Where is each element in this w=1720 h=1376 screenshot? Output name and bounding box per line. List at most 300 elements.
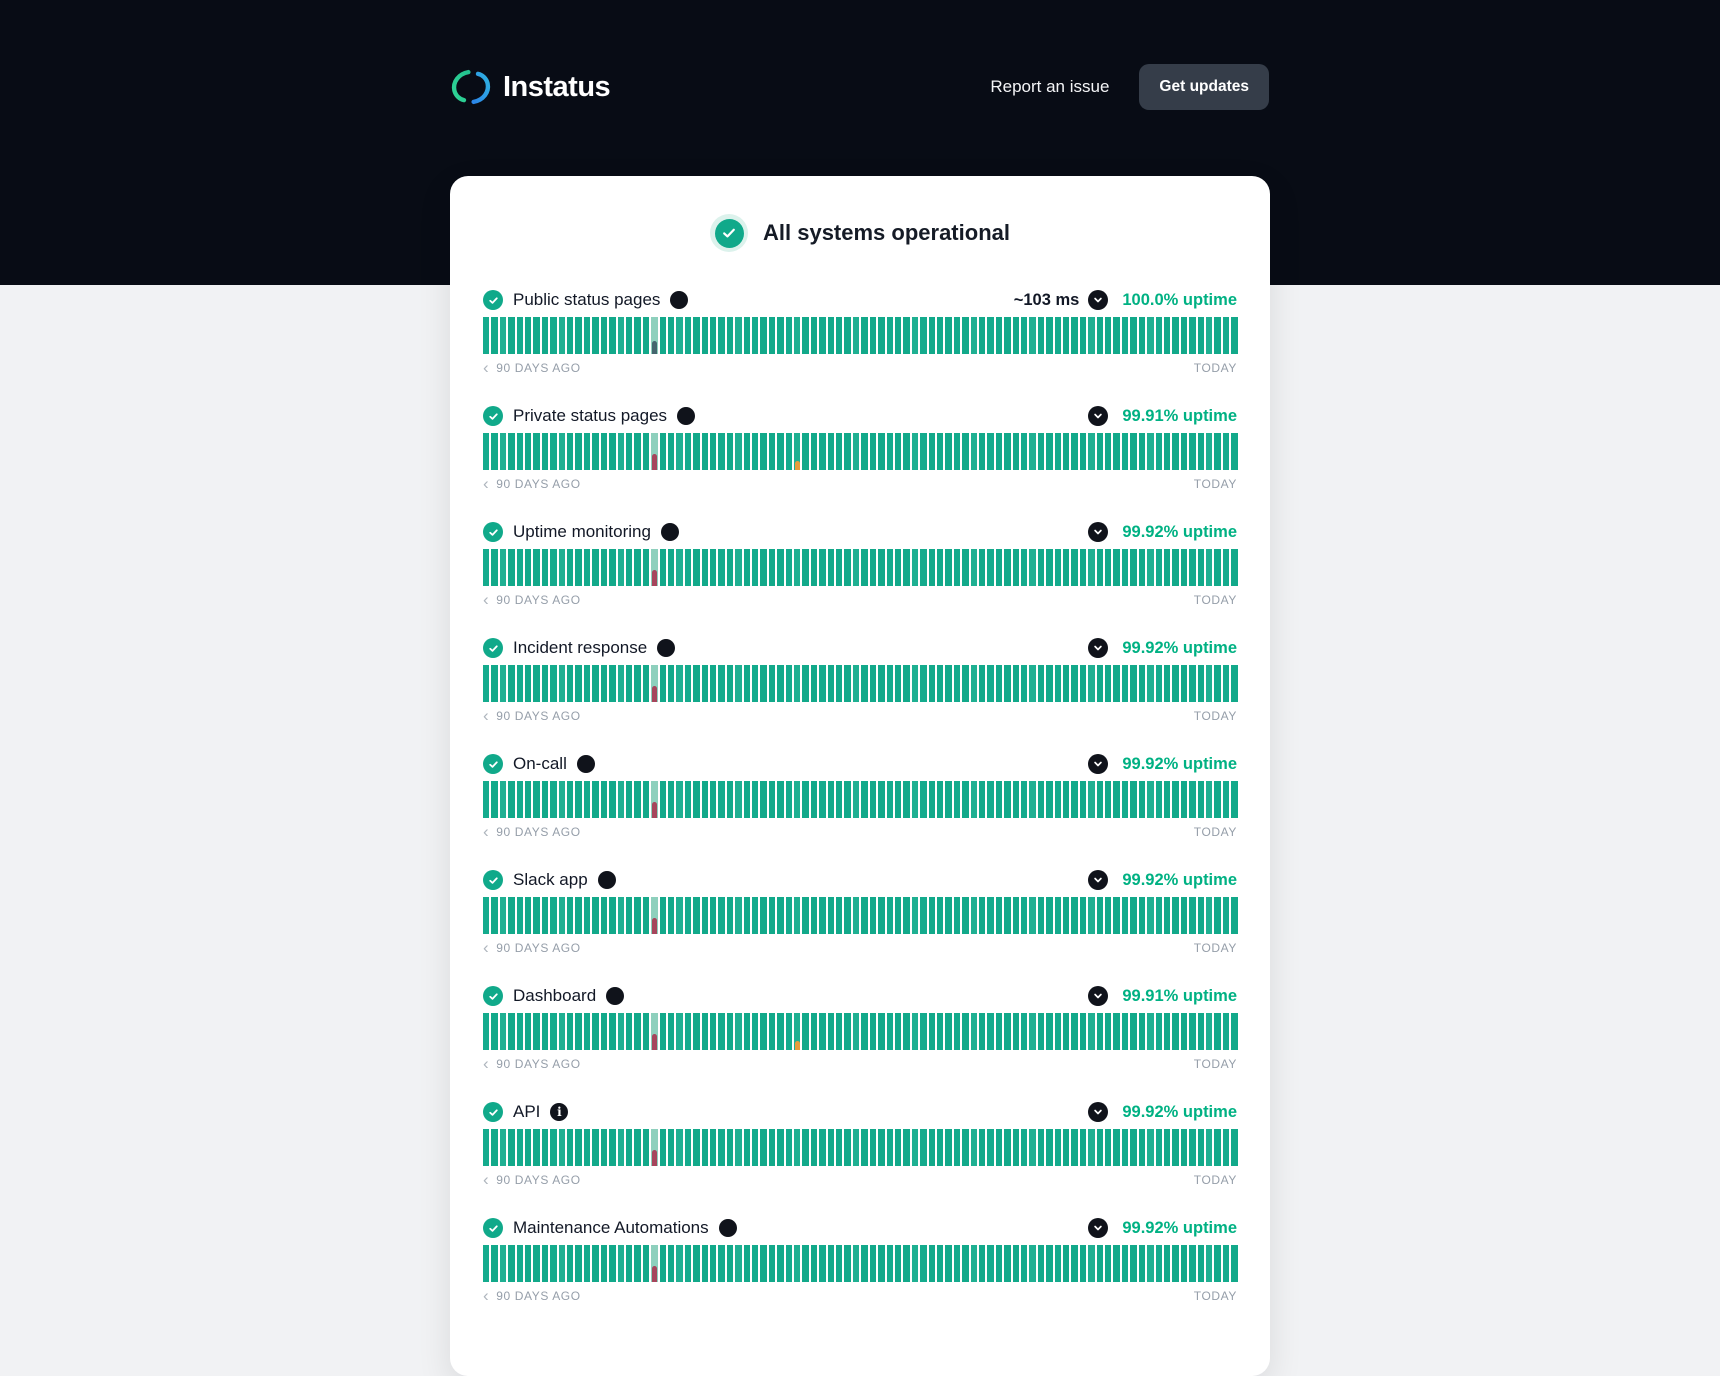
uptime-day-segment[interactable] — [828, 317, 834, 354]
uptime-day-segment[interactable] — [668, 665, 674, 702]
uptime-day-segment[interactable] — [844, 665, 850, 702]
uptime-day-segment[interactable] — [1038, 897, 1044, 934]
uptime-day-segment[interactable] — [676, 433, 682, 470]
chevron-down-icon[interactable] — [1088, 1218, 1108, 1238]
uptime-day-segment[interactable] — [844, 1013, 850, 1050]
uptime-day-segment[interactable] — [769, 1129, 775, 1166]
uptime-day-segment[interactable] — [500, 897, 506, 934]
uptime-day-segment[interactable] — [1181, 433, 1187, 470]
uptime-day-segment[interactable] — [693, 665, 699, 702]
uptime-day-segment[interactable] — [676, 1013, 682, 1050]
uptime-day-segment[interactable] — [559, 897, 565, 934]
uptime-day-segment[interactable] — [844, 897, 850, 934]
uptime-day-segment[interactable] — [920, 781, 926, 818]
uptime-day-segment[interactable] — [500, 781, 506, 818]
uptime-day-segment[interactable] — [895, 549, 901, 586]
uptime-day-segment[interactable] — [618, 1013, 624, 1050]
uptime-day-segment[interactable] — [811, 433, 817, 470]
uptime-day-segment[interactable] — [575, 433, 581, 470]
uptime-day-segment[interactable] — [1147, 1129, 1153, 1166]
uptime-day-segment[interactable] — [996, 1245, 1002, 1282]
uptime-day-segment[interactable] — [601, 665, 607, 702]
uptime-day-segment[interactable] — [920, 549, 926, 586]
uptime-day-segment[interactable] — [508, 433, 514, 470]
uptime-day-segment[interactable] — [870, 1013, 876, 1050]
info-icon[interactable] — [677, 407, 695, 425]
uptime-day-segment[interactable] — [1097, 1013, 1103, 1050]
uptime-day-segment[interactable] — [1164, 665, 1170, 702]
uptime-day-segment[interactable] — [1231, 781, 1237, 818]
uptime-day-segment[interactable] — [903, 317, 909, 354]
uptime-day-segment[interactable] — [584, 1129, 590, 1166]
uptime-day-segment[interactable] — [987, 317, 993, 354]
uptime-day-segment[interactable] — [1231, 1245, 1237, 1282]
uptime-day-segment[interactable] — [592, 433, 598, 470]
uptime-day-segment[interactable] — [542, 897, 548, 934]
uptime-day-segment[interactable] — [575, 317, 581, 354]
uptime-day-segment[interactable] — [1088, 1245, 1094, 1282]
uptime-day-segment[interactable] — [819, 781, 825, 818]
uptime-day-segment[interactable] — [853, 897, 859, 934]
uptime-day-segment[interactable] — [1004, 1129, 1010, 1166]
uptime-day-segment[interactable] — [1122, 549, 1128, 586]
uptime-day-segment[interactable] — [744, 1129, 750, 1166]
uptime-day-segment[interactable] — [1055, 1013, 1061, 1050]
uptime-day-segment[interactable] — [559, 549, 565, 586]
uptime-day-segment[interactable] — [861, 317, 867, 354]
uptime-day-segment[interactable] — [1004, 665, 1010, 702]
uptime-day-segment[interactable] — [634, 1129, 640, 1166]
uptime-day-segment[interactable] — [887, 781, 893, 818]
uptime-day-segment[interactable] — [828, 1129, 834, 1166]
uptime-day-segment[interactable] — [777, 1129, 783, 1166]
uptime-day-segment[interactable] — [651, 549, 657, 586]
uptime-day-segment[interactable] — [601, 1245, 607, 1282]
uptime-day-segment[interactable] — [1189, 781, 1195, 818]
uptime-day-segment[interactable] — [1063, 665, 1069, 702]
uptime-day-segment[interactable] — [1063, 1245, 1069, 1282]
uptime-day-segment[interactable] — [987, 549, 993, 586]
uptime-day-segment[interactable] — [920, 897, 926, 934]
uptime-day-segment[interactable] — [861, 781, 867, 818]
uptime-day-segment[interactable] — [786, 897, 792, 934]
uptime-day-segment[interactable] — [920, 317, 926, 354]
uptime-day-segment[interactable] — [1198, 549, 1204, 586]
uptime-day-segment[interactable] — [1147, 1245, 1153, 1282]
uptime-day-segment[interactable] — [1038, 1013, 1044, 1050]
uptime-day-segment[interactable] — [718, 549, 724, 586]
uptime-day-segment[interactable] — [1055, 1245, 1061, 1282]
uptime-day-segment[interactable] — [1122, 1245, 1128, 1282]
uptime-day-segment[interactable] — [752, 781, 758, 818]
uptime-day-segment[interactable] — [836, 897, 842, 934]
uptime-day-segment[interactable] — [853, 317, 859, 354]
uptime-day-segment[interactable] — [769, 433, 775, 470]
uptime-day-segment[interactable] — [760, 665, 766, 702]
uptime-day-segment[interactable] — [870, 433, 876, 470]
uptime-day-segment[interactable] — [1038, 781, 1044, 818]
uptime-day-segment[interactable] — [752, 1129, 758, 1166]
uptime-day-segment[interactable] — [786, 549, 792, 586]
uptime-day-segment[interactable] — [710, 317, 716, 354]
uptime-day-segment[interactable] — [971, 1129, 977, 1166]
uptime-day-segment[interactable] — [500, 433, 506, 470]
info-icon[interactable] — [661, 523, 679, 541]
uptime-day-segment[interactable] — [1004, 897, 1010, 934]
uptime-day-segment[interactable] — [1206, 1245, 1212, 1282]
uptime-day-segment[interactable] — [584, 665, 590, 702]
uptime-day-segment[interactable] — [802, 317, 808, 354]
uptime-day-segment[interactable] — [945, 897, 951, 934]
uptime-day-segment[interactable] — [777, 781, 783, 818]
uptime-day-segment[interactable] — [651, 1245, 657, 1282]
uptime-day-segment[interactable] — [903, 1013, 909, 1050]
uptime-day-segment[interactable] — [1223, 1245, 1229, 1282]
uptime-day-segment[interactable] — [1223, 549, 1229, 586]
uptime-day-segment[interactable] — [794, 433, 800, 470]
info-icon[interactable] — [719, 1219, 737, 1237]
uptime-day-segment[interactable] — [668, 1245, 674, 1282]
uptime-day-segment[interactable] — [609, 1013, 615, 1050]
uptime-day-segment[interactable] — [1231, 433, 1237, 470]
uptime-day-segment[interactable] — [643, 1013, 649, 1050]
uptime-day-segment[interactable] — [954, 433, 960, 470]
uptime-day-segment[interactable] — [1105, 317, 1111, 354]
uptime-day-segment[interactable] — [575, 897, 581, 934]
uptime-day-segment[interactable] — [760, 549, 766, 586]
uptime-day-segment[interactable] — [735, 1013, 741, 1050]
uptime-day-segment[interactable] — [1063, 897, 1069, 934]
uptime-day-segment[interactable] — [651, 433, 657, 470]
uptime-day-segment[interactable] — [794, 1013, 800, 1050]
uptime-day-segment[interactable] — [853, 665, 859, 702]
uptime-day-segment[interactable] — [937, 897, 943, 934]
uptime-day-segment[interactable] — [870, 1129, 876, 1166]
uptime-day-segment[interactable] — [937, 549, 943, 586]
uptime-day-segment[interactable] — [844, 433, 850, 470]
uptime-day-segment[interactable] — [727, 665, 733, 702]
uptime-day-segment[interactable] — [1097, 317, 1103, 354]
uptime-day-segment[interactable] — [962, 1129, 968, 1166]
uptime-day-segment[interactable] — [1156, 549, 1162, 586]
report-issue-link[interactable]: Report an issue — [990, 77, 1110, 96]
uptime-day-segment[interactable] — [1046, 1013, 1052, 1050]
uptime-day-segment[interactable] — [1223, 897, 1229, 934]
uptime-day-segment[interactable] — [533, 1129, 539, 1166]
uptime-day-segment[interactable] — [676, 317, 682, 354]
uptime-day-segment[interactable] — [542, 549, 548, 586]
uptime-day-segment[interactable] — [794, 665, 800, 702]
uptime-day-segment[interactable] — [567, 433, 573, 470]
uptime-day-segment[interactable] — [1139, 1013, 1145, 1050]
uptime-day-segment[interactable] — [811, 317, 817, 354]
uptime-day-segment[interactable] — [618, 1245, 624, 1282]
uptime-day-segment[interactable] — [769, 897, 775, 934]
uptime-day-segment[interactable] — [710, 665, 716, 702]
uptime-day-segment[interactable] — [584, 781, 590, 818]
uptime-day-segment[interactable] — [895, 317, 901, 354]
uptime-day-segment[interactable] — [517, 317, 523, 354]
uptime-day-segment[interactable] — [517, 433, 523, 470]
uptime-day-segment[interactable] — [702, 317, 708, 354]
uptime-day-segment[interactable] — [1021, 317, 1027, 354]
uptime-day-segment[interactable] — [836, 665, 842, 702]
uptime-day-segment[interactable] — [945, 549, 951, 586]
uptime-day-segment[interactable] — [1021, 665, 1027, 702]
uptime-day-segment[interactable] — [802, 1245, 808, 1282]
uptime-day-segment[interactable] — [643, 897, 649, 934]
uptime-day-segment[interactable] — [1080, 897, 1086, 934]
uptime-day-segment[interactable] — [1214, 549, 1220, 586]
uptime-day-segment[interactable] — [1130, 781, 1136, 818]
uptime-day-segment[interactable] — [794, 1129, 800, 1166]
uptime-day-segment[interactable] — [895, 433, 901, 470]
uptime-day-segment[interactable] — [844, 549, 850, 586]
uptime-day-segment[interactable] — [483, 781, 489, 818]
uptime-day-segment[interactable] — [1231, 897, 1237, 934]
uptime-day-segment[interactable] — [794, 1245, 800, 1282]
uptime-day-segment[interactable] — [1055, 897, 1061, 934]
uptime-day-segment[interactable] — [1113, 1129, 1119, 1166]
uptime-day-segment[interactable] — [794, 549, 800, 586]
uptime-day-segment[interactable] — [1139, 1245, 1145, 1282]
uptime-day-segment[interactable] — [1223, 665, 1229, 702]
uptime-day-segment[interactable] — [870, 665, 876, 702]
uptime-day-segment[interactable] — [878, 1129, 884, 1166]
uptime-day-segment[interactable] — [971, 433, 977, 470]
uptime-day-segment[interactable] — [929, 317, 935, 354]
uptime-day-segment[interactable] — [744, 1013, 750, 1050]
uptime-day-segment[interactable] — [1198, 317, 1204, 354]
timeline-back-control[interactable] — [483, 474, 581, 493]
uptime-day-segment[interactable] — [1130, 549, 1136, 586]
uptime-day-segment[interactable] — [634, 897, 640, 934]
uptime-day-segment[interactable] — [929, 1129, 935, 1166]
uptime-day-segment[interactable] — [626, 317, 632, 354]
uptime-day-segment[interactable] — [744, 433, 750, 470]
uptime-day-segment[interactable] — [887, 317, 893, 354]
uptime-day-segment[interactable] — [567, 549, 573, 586]
uptime-day-segment[interactable] — [920, 433, 926, 470]
uptime-day-segment[interactable] — [491, 1245, 497, 1282]
uptime-day-segment[interactable] — [1046, 1245, 1052, 1282]
uptime-day-segment[interactable] — [945, 1013, 951, 1050]
uptime-day-segment[interactable] — [895, 781, 901, 818]
uptime-day-segment[interactable] — [903, 781, 909, 818]
uptime-day-segment[interactable] — [525, 665, 531, 702]
uptime-day-segment[interactable] — [550, 549, 556, 586]
uptime-day-segment[interactable] — [777, 1245, 783, 1282]
uptime-day-segment[interactable] — [786, 1013, 792, 1050]
uptime-day-segment[interactable] — [979, 665, 985, 702]
uptime-bar[interactable] — [483, 1013, 1237, 1050]
info-icon[interactable] — [577, 755, 595, 773]
uptime-day-segment[interactable] — [777, 549, 783, 586]
uptime-day-segment[interactable] — [550, 1245, 556, 1282]
uptime-day-segment[interactable] — [1013, 665, 1019, 702]
uptime-day-segment[interactable] — [1105, 549, 1111, 586]
uptime-day-segment[interactable] — [954, 1245, 960, 1282]
timeline-back-control[interactable] — [483, 822, 581, 841]
uptime-day-segment[interactable] — [735, 433, 741, 470]
uptime-day-segment[interactable] — [836, 433, 842, 470]
uptime-day-segment[interactable] — [920, 1129, 926, 1166]
uptime-day-segment[interactable] — [1164, 549, 1170, 586]
uptime-day-segment[interactable] — [752, 897, 758, 934]
uptime-day-segment[interactable] — [525, 317, 531, 354]
uptime-day-segment[interactable] — [1113, 781, 1119, 818]
uptime-day-segment[interactable] — [895, 1245, 901, 1282]
uptime-day-segment[interactable] — [819, 665, 825, 702]
uptime-day-segment[interactable] — [727, 549, 733, 586]
uptime-day-segment[interactable] — [735, 665, 741, 702]
uptime-day-segment[interactable] — [1231, 1013, 1237, 1050]
uptime-day-segment[interactable] — [752, 1013, 758, 1050]
uptime-day-segment[interactable] — [1130, 897, 1136, 934]
uptime-day-segment[interactable] — [483, 317, 489, 354]
uptime-day-segment[interactable] — [1029, 897, 1035, 934]
uptime-day-segment[interactable] — [1071, 1013, 1077, 1050]
uptime-day-segment[interactable] — [525, 1129, 531, 1166]
uptime-day-segment[interactable] — [954, 1013, 960, 1050]
uptime-day-segment[interactable] — [819, 1013, 825, 1050]
uptime-day-segment[interactable] — [491, 781, 497, 818]
uptime-day-segment[interactable] — [525, 781, 531, 818]
uptime-day-segment[interactable] — [676, 665, 682, 702]
uptime-day-segment[interactable] — [702, 897, 708, 934]
uptime-day-segment[interactable] — [979, 549, 985, 586]
uptime-day-segment[interactable] — [1189, 1129, 1195, 1166]
uptime-day-segment[interactable] — [626, 1013, 632, 1050]
uptime-day-segment[interactable] — [693, 1129, 699, 1166]
uptime-day-segment[interactable] — [491, 897, 497, 934]
brand[interactable] — [450, 66, 610, 108]
uptime-day-segment[interactable] — [693, 781, 699, 818]
uptime-day-segment[interactable] — [853, 1013, 859, 1050]
uptime-day-segment[interactable] — [828, 665, 834, 702]
uptime-day-segment[interactable] — [979, 1013, 985, 1050]
uptime-day-segment[interactable] — [870, 317, 876, 354]
uptime-day-segment[interactable] — [929, 549, 935, 586]
uptime-day-segment[interactable] — [1147, 549, 1153, 586]
uptime-day-segment[interactable] — [676, 1245, 682, 1282]
uptime-day-segment[interactable] — [1206, 317, 1212, 354]
uptime-day-segment[interactable] — [710, 781, 716, 818]
uptime-day-segment[interactable] — [1004, 781, 1010, 818]
uptime-day-segment[interactable] — [550, 897, 556, 934]
uptime-day-segment[interactable] — [542, 1129, 548, 1166]
uptime-day-segment[interactable] — [1046, 897, 1052, 934]
uptime-day-segment[interactable] — [1105, 1013, 1111, 1050]
uptime-day-segment[interactable] — [1223, 781, 1229, 818]
uptime-day-segment[interactable] — [575, 549, 581, 586]
uptime-day-segment[interactable] — [609, 1129, 615, 1166]
uptime-day-segment[interactable] — [1214, 1245, 1220, 1282]
uptime-day-segment[interactable] — [702, 549, 708, 586]
uptime-day-segment[interactable] — [912, 897, 918, 934]
uptime-day-segment[interactable] — [1063, 549, 1069, 586]
uptime-day-segment[interactable] — [1206, 897, 1212, 934]
uptime-day-segment[interactable] — [1046, 665, 1052, 702]
uptime-day-segment[interactable] — [1122, 665, 1128, 702]
uptime-day-segment[interactable] — [575, 1129, 581, 1166]
uptime-day-segment[interactable] — [1055, 433, 1061, 470]
uptime-day-segment[interactable] — [987, 1013, 993, 1050]
uptime-day-segment[interactable] — [819, 433, 825, 470]
uptime-day-segment[interactable] — [802, 433, 808, 470]
uptime-day-segment[interactable] — [559, 665, 565, 702]
uptime-day-segment[interactable] — [508, 549, 514, 586]
uptime-day-segment[interactable] — [1021, 1245, 1027, 1282]
uptime-day-segment[interactable] — [668, 1013, 674, 1050]
uptime-day-segment[interactable] — [1147, 781, 1153, 818]
uptime-day-segment[interactable] — [1038, 1245, 1044, 1282]
uptime-day-segment[interactable] — [887, 665, 893, 702]
uptime-day-segment[interactable] — [887, 433, 893, 470]
uptime-day-segment[interactable] — [559, 317, 565, 354]
uptime-day-segment[interactable] — [550, 317, 556, 354]
uptime-day-segment[interactable] — [760, 1245, 766, 1282]
uptime-day-segment[interactable] — [971, 665, 977, 702]
uptime-day-segment[interactable] — [828, 433, 834, 470]
uptime-day-segment[interactable] — [533, 897, 539, 934]
uptime-day-segment[interactable] — [954, 549, 960, 586]
uptime-day-segment[interactable] — [996, 433, 1002, 470]
uptime-day-segment[interactable] — [1097, 1129, 1103, 1166]
uptime-day-segment[interactable] — [962, 549, 968, 586]
uptime-day-segment[interactable] — [533, 781, 539, 818]
uptime-day-segment[interactable] — [1164, 781, 1170, 818]
uptime-day-segment[interactable] — [1004, 433, 1010, 470]
uptime-day-segment[interactable] — [643, 1245, 649, 1282]
uptime-day-segment[interactable] — [609, 549, 615, 586]
uptime-day-segment[interactable] — [912, 1245, 918, 1282]
uptime-day-segment[interactable] — [651, 781, 657, 818]
uptime-day-segment[interactable] — [601, 317, 607, 354]
uptime-day-segment[interactable] — [853, 1245, 859, 1282]
uptime-day-segment[interactable] — [1097, 1245, 1103, 1282]
uptime-day-segment[interactable] — [912, 1013, 918, 1050]
uptime-day-segment[interactable] — [491, 549, 497, 586]
uptime-day-segment[interactable] — [954, 781, 960, 818]
uptime-day-segment[interactable] — [769, 317, 775, 354]
uptime-day-segment[interactable] — [1038, 433, 1044, 470]
uptime-day-segment[interactable] — [676, 897, 682, 934]
uptime-day-segment[interactable] — [861, 1129, 867, 1166]
uptime-day-segment[interactable] — [861, 549, 867, 586]
uptime-day-segment[interactable] — [752, 665, 758, 702]
uptime-day-segment[interactable] — [1156, 1013, 1162, 1050]
uptime-day-segment[interactable] — [1105, 1245, 1111, 1282]
uptime-day-segment[interactable] — [1130, 1245, 1136, 1282]
uptime-day-segment[interactable] — [643, 781, 649, 818]
uptime-day-segment[interactable] — [996, 317, 1002, 354]
uptime-day-segment[interactable] — [1214, 433, 1220, 470]
uptime-day-segment[interactable] — [1029, 665, 1035, 702]
uptime-day-segment[interactable] — [491, 1129, 497, 1166]
uptime-day-segment[interactable] — [744, 1245, 750, 1282]
uptime-day-segment[interactable] — [702, 1245, 708, 1282]
uptime-day-segment[interactable] — [1055, 549, 1061, 586]
timeline-back-control[interactable] — [483, 1286, 581, 1305]
uptime-day-segment[interactable] — [1156, 897, 1162, 934]
uptime-day-segment[interactable] — [844, 1245, 850, 1282]
uptime-day-segment[interactable] — [727, 1129, 733, 1166]
uptime-day-segment[interactable] — [971, 549, 977, 586]
uptime-day-segment[interactable] — [1139, 781, 1145, 818]
chevron-down-icon[interactable] — [1088, 870, 1108, 890]
uptime-day-segment[interactable] — [1156, 433, 1162, 470]
